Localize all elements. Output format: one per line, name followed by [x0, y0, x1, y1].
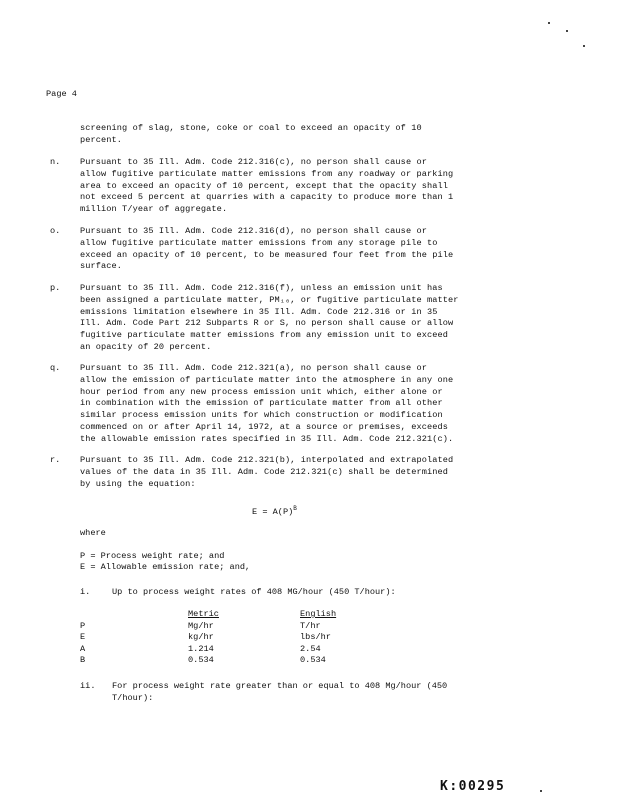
paragraph-r	[80, 455, 520, 490]
item-letter: p.	[50, 283, 61, 293]
table-cell: T/hr	[300, 620, 321, 631]
coefficient-table	[80, 609, 380, 667]
table-cell: E	[80, 632, 86, 642]
item-letter: q.	[50, 363, 61, 373]
table-cell: P	[80, 620, 86, 631]
definition-e: E = Allowable emission rate; and,	[80, 562, 251, 572]
subitem-i-text: Up to process weight rates of 408 MG/hour (450 T/hour):	[112, 587, 396, 597]
text-line: million T/year of aggregate.	[80, 204, 228, 215]
text-line: T/hour):	[112, 692, 154, 703]
text-line: Ill. Adm. Code Part 212 Subparts R or S, no person shall cause or allow	[80, 318, 454, 329]
text-line: exceed an opacity of 10 percent, to be measured four feet from the pile	[80, 249, 454, 260]
subitem-number: ii.	[80, 681, 96, 691]
table-header-english: English	[300, 609, 337, 619]
item-letter: n.	[50, 157, 61, 167]
table-row	[80, 632, 380, 644]
text-line: area to exceed an opacity of 10 percent, except that the opacity shall	[80, 180, 448, 191]
text-line: Pursuant to 35 Ill. Adm. Code 212.321(b), interpolated and extrapolated	[80, 455, 454, 465]
paragraph-n	[80, 157, 520, 216]
text-line: For process weight rate greater than or equal to 408 Mg/hour (450	[112, 681, 448, 691]
table-cell: A	[80, 643, 86, 654]
paragraph-p	[80, 283, 520, 354]
subitem-number: i.	[80, 587, 91, 597]
text-line: Pursuant to 35 Ill. Adm. Code 212.321(a), no person shall cause or	[80, 363, 427, 373]
text-line: the allowable emission rates specified in 35 Ill. Adm. Code 212.321(c).	[80, 433, 454, 444]
bates-number: K:00295	[440, 779, 506, 794]
item-letter: r.	[50, 455, 61, 465]
text-line: by using the equation:	[80, 478, 196, 489]
subitem-ii-text	[112, 681, 447, 705]
table-cell: lbs/hr	[300, 632, 331, 642]
page-label: Page 4	[46, 89, 77, 99]
text-line: percent.	[80, 134, 123, 145]
text-line: Pursuant to 35 Ill. Adm. Code 212.316(f), unless an emission unit has	[80, 283, 443, 293]
text-line: allow the emission of particulate matter into the atmosphere in any one	[80, 374, 454, 385]
table-cell: 2.54	[300, 643, 321, 654]
text-line: allow fugitive particulate matter emissions from any storage pile to	[80, 237, 438, 248]
table-cell: 1.214	[188, 643, 214, 654]
scan-speck	[548, 22, 550, 24]
table-cell: kg/hr	[188, 632, 214, 642]
text-line: similar process emission units for which construction or modification	[80, 410, 443, 421]
text-line: Pursuant to 35 Ill. Adm. Code 212.316(c), no person shall cause or	[80, 157, 427, 167]
text-line: in combination with the emission of particulate matter from all other	[80, 398, 443, 409]
text-line: not exceed 5 percent at quarries with a capacity to produce more than 1	[80, 192, 454, 203]
scan-speck	[566, 30, 568, 32]
text-line: screening of slag, stone, coke or coal to exceed an opacity of 10	[80, 123, 422, 133]
table-header-metric: Metric	[188, 609, 219, 619]
text-line: an opacity of 20 percent.	[80, 341, 212, 352]
scan-speck	[583, 45, 585, 47]
table-row	[80, 621, 380, 633]
paragraph-o	[80, 226, 520, 273]
text-line: commenced on or after April 14, 1972, at a source or premises, exceeds	[80, 421, 448, 432]
scan-speck	[540, 790, 542, 792]
text-line: values of the data in 35 Ill. Adm. Code 212.321(c) shall be determined	[80, 466, 448, 477]
text-line: been assigned a particulate matter, PM₁₀, or fugitive particulate matter	[80, 294, 459, 305]
text-line: surface.	[80, 261, 123, 272]
table-header-cell	[80, 609, 188, 621]
text-line: emissions limitation elsewhere in 35 Ill. Adm. Code 212.316 or in 35	[80, 306, 438, 317]
paragraph-q	[80, 363, 520, 446]
text-line: allow fugitive particulate matter emissions from any roadway or parking	[80, 168, 454, 179]
continuation-text	[80, 123, 520, 147]
equation-exponent: B	[293, 505, 297, 512]
text-line: hour period from any new process emission unit which, either alone or	[80, 386, 443, 397]
table-cell: Mg/hr	[188, 620, 214, 631]
table-cell: 0.534	[188, 655, 214, 665]
table-row	[80, 655, 380, 667]
equation	[252, 503, 297, 519]
table-header-row	[80, 609, 380, 621]
definition-p: P = Process weight rate; and	[80, 551, 225, 561]
equation-lhs: E = A(P)	[252, 506, 294, 517]
text-line: fugitive particulate matter emissions from any emission unit to exceed	[80, 330, 448, 341]
item-letter: o.	[50, 226, 61, 236]
where-label: where	[80, 528, 106, 538]
table-row	[80, 644, 380, 656]
table-cell: B	[80, 655, 86, 665]
table-cell: 0.534	[300, 655, 326, 665]
text-line: Pursuant to 35 Ill. Adm. Code 212.316(d), no person shall cause or	[80, 226, 427, 236]
